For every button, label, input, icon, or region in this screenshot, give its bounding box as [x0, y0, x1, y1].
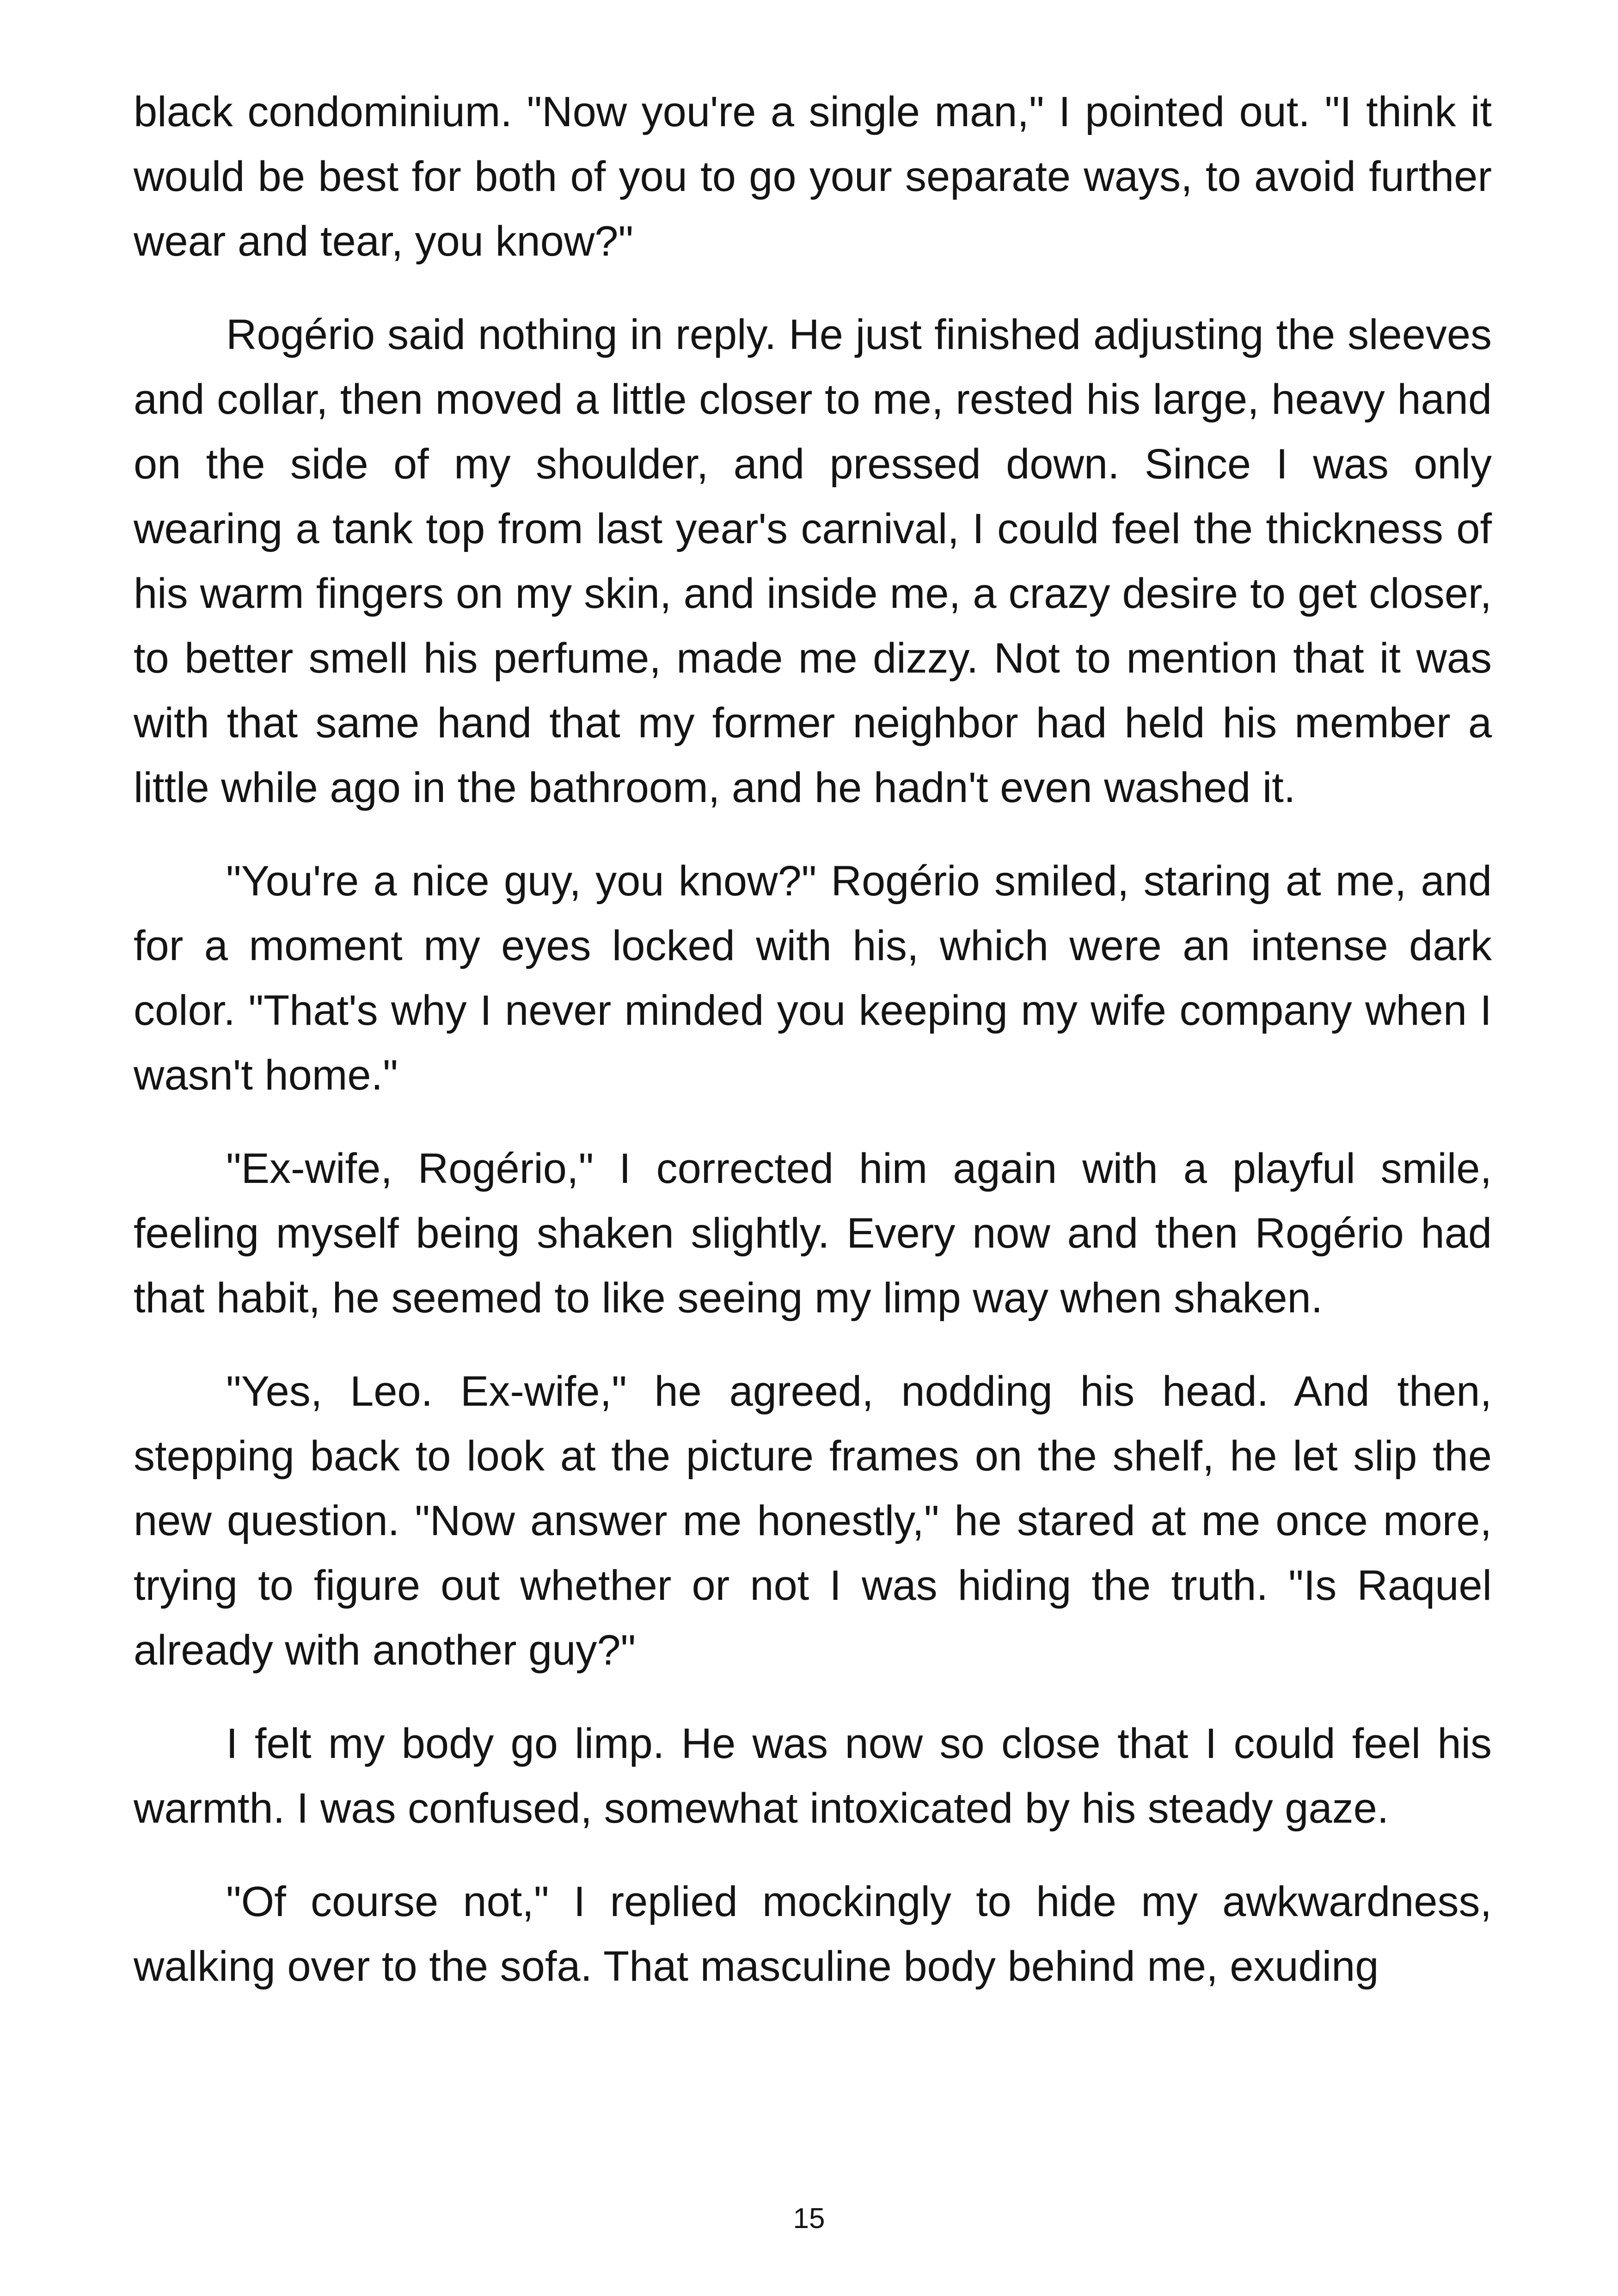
paragraph-7: "Of course not," I replied mockingly to hide my awkwardness, walking over to the sofa. That masculine body behind me, exuding	[134, 1878, 1492, 1990]
page-number: 15	[793, 2203, 825, 2235]
paragraph-1: black condominium. "Now you're a single man," I pointed out. "I think it would be best for both of you to go your separate ways, to avoid further wear and tear, you know?"	[134, 88, 1492, 265]
paragraph-3: "You're a nice guy, you know?" Rogério smiled, staring at me, and for a moment my eyes locked with his, which were an intense dark color. "That's why I never minded you keeping my wife company when I wasn't home."	[134, 857, 1492, 1099]
paragraph-4: "Ex-wife, Rogério," I corrected him again with a playful smile, feeling myself being shaken slightly. Every now and then Rogério had that habit, he seemed to like seeing my limp way when shaken.	[134, 1145, 1492, 1322]
paragraph-6: I felt my body go limp. He was now so close that I could feel his warmth. I was confused, somewhat intoxicated by his steady gaze.	[134, 1720, 1492, 1832]
body-text	[134, 80, 1492, 2027]
paragraph-2: Rogério said nothing in reply. He just finished adjusting the sleeves and collar, then moved a little closer to me, rested his large, heavy hand on the side of my shoulder, and pressed down. Since I was only wearing a tank top from last year's carnival, I could feel the thickness of his warm fingers on my skin, and inside me, a crazy desire to get closer, to better smell his perfume, made me dizzy. Not to mention that it was with that same hand that my former neighbor had held his member a little while ago in the bathroom, and he hadn't even washed it.	[134, 311, 1492, 811]
paragraph-5: "Yes, Leo. Ex-wife," he agreed, nodding his head. And then, stepping back to look at the picture frames on the shelf, he let slip the new question. "Now answer me honestly," he stared at me once more, trying to figure out whether or not I was hiding the truth. "Is Raquel already with another guy?"	[134, 1368, 1492, 1674]
